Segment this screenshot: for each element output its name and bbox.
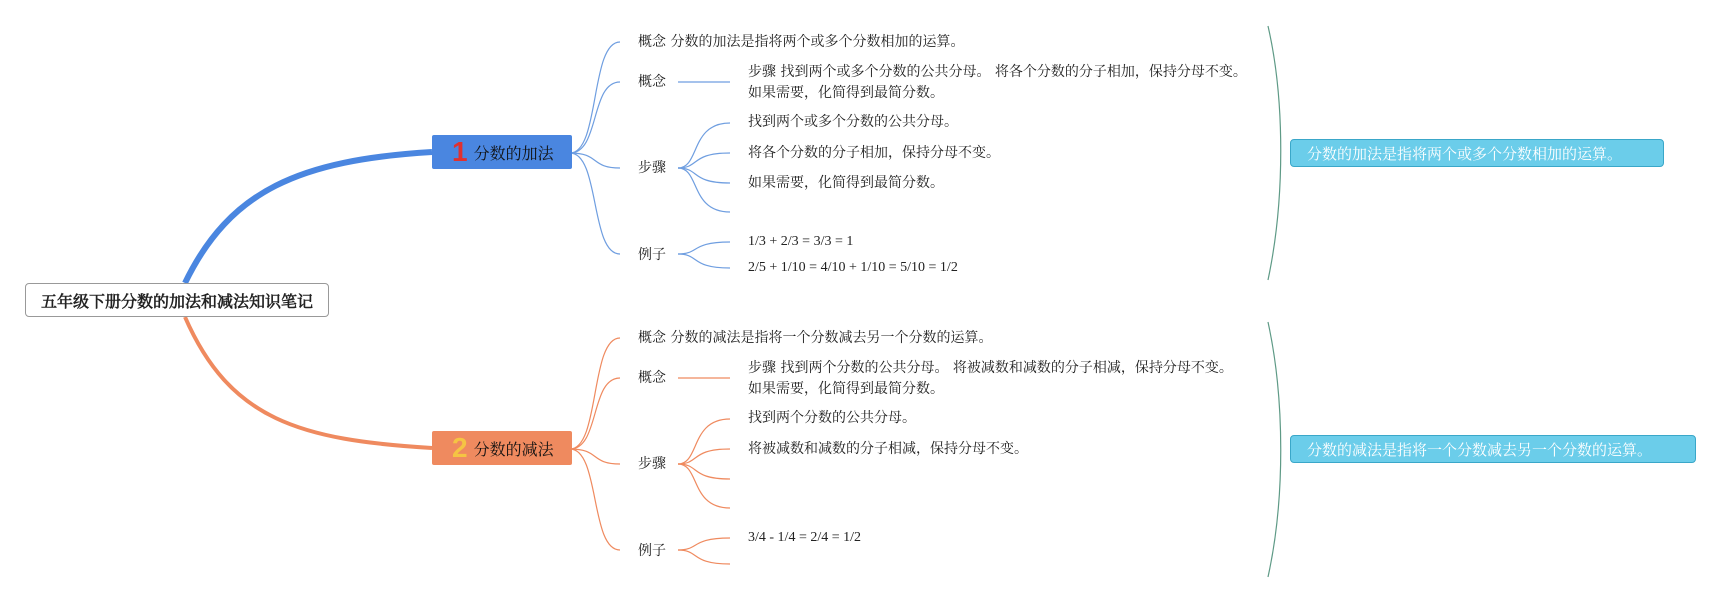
subtraction-example-1[interactable]: 3/4 - 1/4 = 2/4 = 1/2 (748, 530, 862, 545)
subtraction-concept-detail-2[interactable]: 如果需要，化简得到最简分数。 (748, 381, 944, 397)
subtraction-summary[interactable]: 分数的减法是指将一个分数减去另一个分数的运算。 (1290, 435, 1696, 463)
addition-summary-brace (1268, 26, 1281, 280)
addition-concept-label[interactable]: 概念 (638, 74, 666, 90)
addition-number: 1 (452, 136, 468, 167)
subtraction-step-2[interactable]: 将被减数和减数的分子相减，保持分母不变。 (748, 441, 1028, 457)
subtraction-example-label[interactable]: 例子 (638, 543, 666, 559)
subtraction-branch[interactable] (432, 431, 572, 465)
subtraction-concept-line[interactable]: 概念 分数的减法是指将一个分数减去另一个分数的运算。 (638, 330, 993, 346)
addition-step-2[interactable]: 将各个分数的分子相加，保持分母不变。 (748, 145, 1000, 161)
addition-step-1[interactable]: 找到两个或多个分数的公共分母。 (748, 114, 958, 130)
root-to-addition-link (185, 152, 432, 283)
subtraction-title: 分数的减法 (473, 439, 554, 459)
addition-concept-line[interactable]: 概念 分数的加法是指将两个或多个分数相加的运算。 (638, 34, 965, 50)
subtraction-number: 2 (452, 432, 468, 463)
subtraction-steps-label[interactable]: 步骤 (638, 456, 666, 472)
subtraction-concept-detail-1[interactable]: 步骤 找到两个分数的公共分母。 将被减数和减数的分子相减，保持分母不变。 (748, 360, 1233, 376)
addition-branch[interactable] (432, 135, 572, 169)
subtraction-summary-brace (1268, 322, 1281, 577)
addition-step-3[interactable]: 如果需要，化简得到最简分数。 (748, 175, 944, 191)
root-to-subtraction-link (185, 317, 432, 448)
addition-example-1[interactable]: 1/3 + 2/3 = 3/3 = 1 (748, 234, 854, 249)
addition-example-2[interactable]: 2/5 + 1/10 = 4/10 + 1/10 = 5/10 = 1/2 (748, 260, 958, 275)
addition-concept-detail-1[interactable]: 步骤 找到两个或多个分数的公共分母。 将各个分数的分子相加，保持分母不变。 (748, 64, 1247, 80)
addition-concept-detail-2[interactable]: 如果需要，化简得到最简分数。 (748, 85, 944, 101)
subtraction-concept-label[interactable]: 概念 (638, 370, 666, 386)
addition-summary[interactable]: 分数的加法是指将两个或多个分数相加的运算。 (1290, 139, 1664, 167)
addition-steps-label[interactable]: 步骤 (638, 160, 666, 176)
root-topic[interactable]: 五年级下册分数的加法和减法知识笔记 (25, 283, 329, 317)
addition-title: 分数的加法 (473, 143, 554, 163)
addition-example-label[interactable]: 例子 (638, 247, 666, 263)
subtraction-step-1[interactable]: 找到两个分数的公共分母。 (748, 410, 916, 426)
